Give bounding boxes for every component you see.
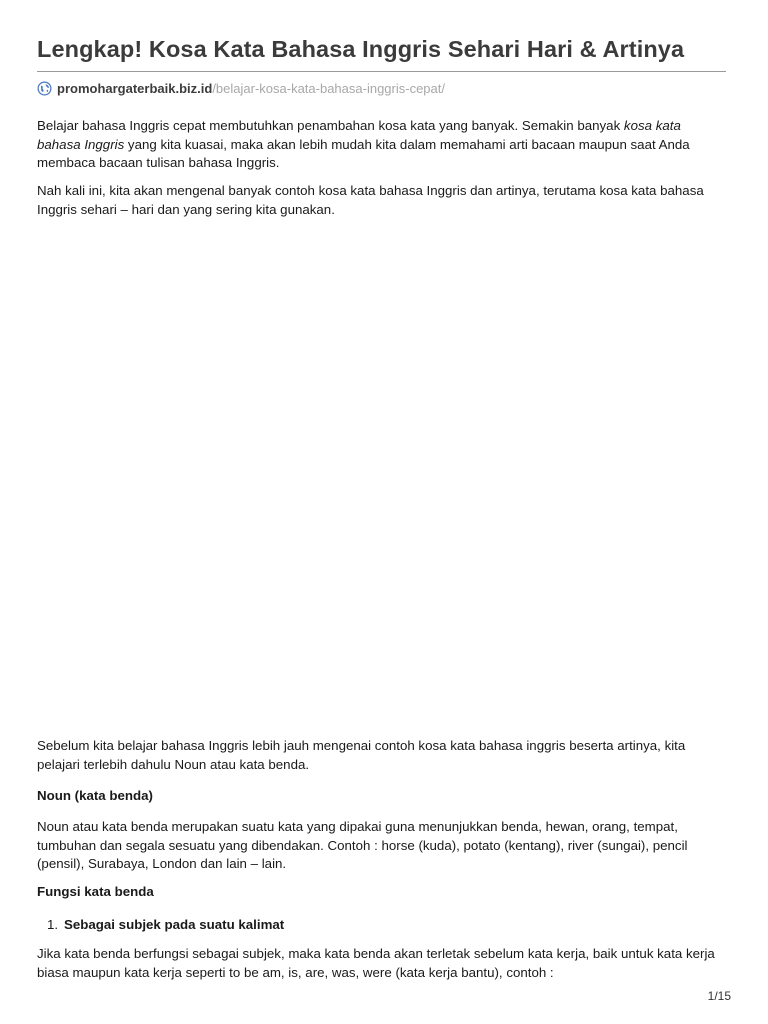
- page-title: Lengkap! Kosa Kata Bahasa Inggris Sehari Hari & Artinya: [37, 36, 685, 62]
- source-url[interactable]: [37, 78, 445, 98]
- source-domain[interactable]: promohargaterbaik.biz.id: [57, 80, 213, 96]
- paragraph-5: Jika kata benda berfungsi sebagai subjek, maka kata benda akan terletak sebelum kata kerja, baik untuk kata kerja biasa maupun kata kerja seperti to be am, is, are, was, were (kata kerja bantu), contoh :: [37, 946, 715, 980]
- globe-icon: [37, 81, 52, 96]
- source-path[interactable]: /belajar-kosa-kata-bahasa-inggris-cepat/: [212, 80, 445, 96]
- list-number: 1.: [47, 917, 59, 932]
- title-divider: [37, 71, 726, 72]
- intro-text-after: yang kita kuasai, maka akan lebih mudah kita dalam memahami arti bacaan maupun saat Anda membaca bacaan tulisan bahasa Inggris.: [37, 136, 690, 170]
- paragraph-2: Nah kali ini, kita akan mengenal banyak contoh kosa kata bahasa Inggris dan artinya, terutama kosa kata bahasa Inggris sehari – hari dan yang sering kita gunakan.: [37, 183, 704, 217]
- page-number: 1/15: [707, 989, 731, 1003]
- intro-paragraph: [37, 117, 727, 173]
- noun-heading: Noun (kata benda): [37, 788, 153, 803]
- list-item: [47, 916, 284, 935]
- paragraph-4: Noun atau kata benda merupakan suatu kata yang dipakai guna menunjukkan benda, hewan, orang, tempat, tumbuhan dan segala sesuatu yang dibendakan. Contoh : horse (kuda), potato (kentang), river (sungai), pencil (pensil), Surabaya, London dan lain – lain.: [37, 819, 688, 871]
- list-text: Sebagai subjek pada suatu kalimat: [64, 917, 285, 932]
- paragraph-3: Sebelum kita belajar bahasa Inggris lebih jauh mengenai contoh kosa kata bahasa inggris beserta artinya, kita pelajari terlebih dahulu Noun atau kata benda.: [37, 738, 686, 772]
- intro-emphasis: kosa kata bahasa Inggris: [37, 118, 681, 152]
- fungsi-heading: Fungsi kata benda: [37, 884, 154, 899]
- intro-text-before: Belajar bahasa Inggris cepat membutuhkan penambahan kosa kata yang banyak. Semakin banyak: [37, 118, 624, 133]
